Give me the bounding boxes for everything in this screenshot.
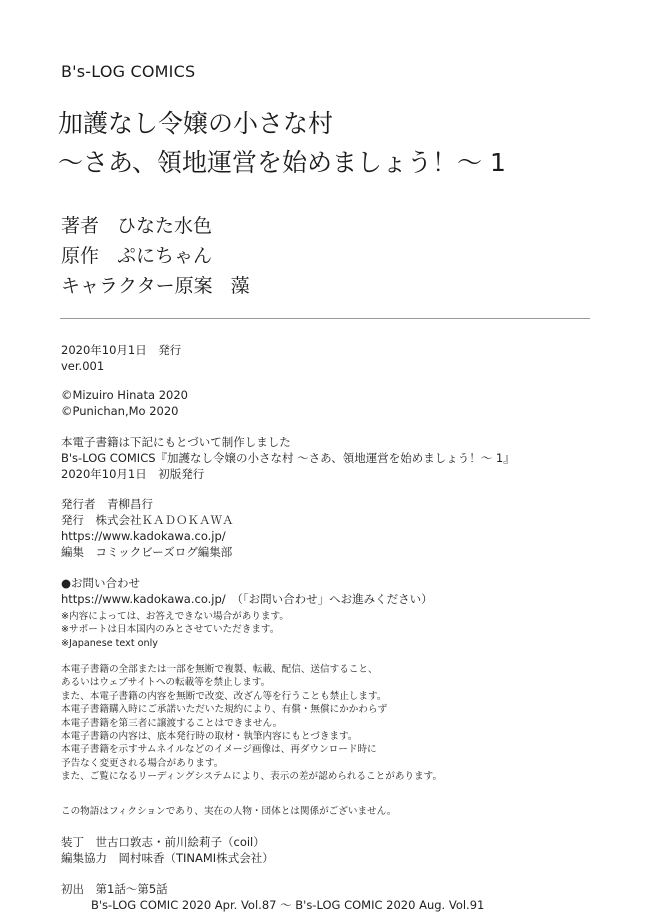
fiction-notice [61, 805, 396, 818]
credit-role: 原作 [61, 245, 100, 267]
first-appearance-line: 初出 第1話〜第5話 [61, 882, 168, 896]
legal-notice-line: 予告なく変更される場合があります。 [61, 757, 224, 769]
inquiry-notes [61, 610, 289, 650]
credit-author [61, 211, 250, 241]
publication-info [61, 342, 181, 374]
publisher-line: 発行者 青柳昌行 [61, 497, 153, 511]
legal-notice-line: 本電子書籍の全部または一部を無断で複製、転載、配信、送信すること、 [61, 664, 378, 675]
source-edition-line: 本電子書籍は下記にもとづいて制作しました [61, 435, 291, 449]
credit-role: 著者 [61, 215, 100, 237]
inquiry [61, 575, 433, 607]
first-appearance [61, 881, 484, 913]
copyright-line: ©Mizuiro Hinata 2020 [61, 388, 188, 402]
credit-original-work [61, 241, 250, 271]
legal-notice-line: あるいはウェブサイトへの転載等を禁止します。 [61, 677, 271, 689]
publisher-info [61, 496, 234, 560]
legal-notice-line: 本電子書籍を示すサムネイルなどのイメージ画像は、再ダウンロード時に [61, 744, 377, 756]
legal-notice-line: 本電子書籍の内容は、底本発行時の取材・執筆内容にもとづきます。 [61, 731, 358, 743]
source-edition [61, 434, 515, 482]
first-appearance-line: B's-LOG COMIC 2020 Apr. Vol.87 〜 B's-LOG COMIC 2020 Aug. Vol.91 [91, 898, 485, 912]
credit-name: ひなた水色 [117, 215, 213, 237]
publisher-line: 発行 株式会社ＫＡＤＯＫＡＷＡ [61, 513, 234, 527]
inquiry-note: ※Japanese text only [61, 637, 158, 649]
staff [61, 834, 274, 866]
copyright-line: ©Punichan,Mo 2020 [61, 404, 179, 418]
book-title-line-2: 〜さあ、領地運営を始めましょう！〜 1 [58, 148, 506, 177]
credit-name: ぷにちゃん [117, 245, 213, 267]
inquiry-heading: ●お問い合わせ [61, 576, 141, 590]
source-edition-line: B's-LOG COMICS『加護なし令嬢の小さな村 〜さあ、領地運営を始めましょう！〜 1』 [61, 451, 515, 465]
credit-role: キャラクター原案 [61, 275, 213, 297]
book-title [58, 104, 506, 182]
credit-name: 藻 [230, 275, 250, 297]
imprint-label: B's-LOG COMICS [61, 62, 196, 81]
inquiry-note: ※サポートは日本国内のみとさせていただきます。 [61, 624, 280, 636]
book-title-line-1: 加護なし令嬢の小さな村 [58, 109, 334, 138]
inquiry-note: ※内容によっては、お答えできない場合があります。 [61, 611, 289, 622]
inquiry-url: https://www.kadokawa.co.jp/ （「お問い合わせ」へお進みください） [61, 592, 433, 606]
fiction-notice-line: この物語はフィクションであり、実在の人物・団体とは関係がございません。 [61, 806, 397, 817]
legal-notice-line: また、ご覧になるリーディングシステムにより、表示の差が認められることがあります。 [61, 771, 443, 783]
divider [60, 318, 590, 319]
staff-line: 装丁 世古口敦志・前川絵莉子（coil） [61, 835, 265, 849]
copyright [61, 387, 188, 419]
publisher-line: 編集 コミックビーズログ編集部 [61, 545, 233, 559]
publisher-url: https://www.kadokawa.co.jp/ [61, 529, 226, 543]
legal-notice-line: 本電子書籍購入時にご承諾いただいた規約により、有償・無償にかかわらず [61, 704, 388, 716]
legal-notice [61, 663, 442, 784]
credits [61, 211, 250, 301]
legal-notice-line: また、本電子書籍の内容を無断で改変、改ざん等を行うことも禁止します。 [61, 690, 387, 702]
version: ver.001 [61, 359, 105, 373]
publication-date: 2020年10月1日 発行 [61, 343, 182, 357]
source-edition-line: 2020年10月1日 初版発行 [61, 467, 205, 481]
staff-line: 編集協力 岡村味香（TINAMI株式会社） [61, 851, 274, 865]
credit-character-design [61, 271, 250, 301]
legal-notice-line: 本電子書籍を第三者に譲渡することはできません。 [61, 717, 283, 729]
